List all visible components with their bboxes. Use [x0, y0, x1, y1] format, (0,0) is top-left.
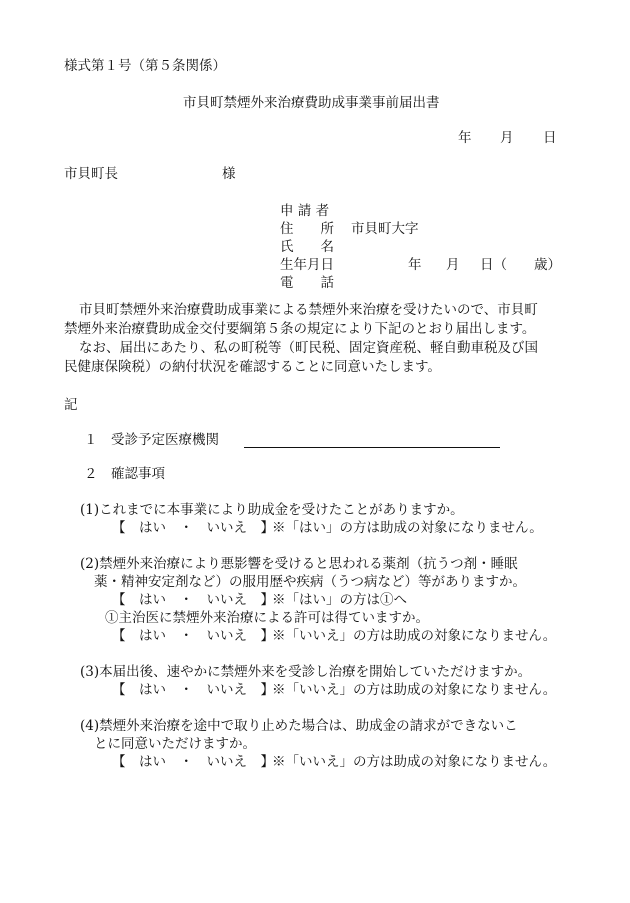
form-label: 様式第１号（第５条関係）	[64, 58, 226, 74]
q2-text-1: (2)禁煙外来治療により悪影響を受けると思われる薬剤（抗うつ剤・睡眠	[80, 556, 518, 572]
q3-note: ※「いいえ」の方は助成の対象になりません。	[272, 682, 557, 698]
q3-text: (3)本届出後、速やかに禁煙外来を受診し治療を開始していただけますか。	[80, 664, 532, 680]
document-title: 市貝町禁煙外来治療費助成事業事前届出書	[183, 95, 440, 111]
q2-sub-note: ※「いいえ」の方は助成の対象になりません。	[272, 628, 557, 644]
birth-month: 月	[446, 257, 460, 273]
addressee-name: 市貝町長	[64, 166, 118, 182]
address-value: 市貝町大字	[351, 221, 419, 237]
q2-note: ※「はい」の方は①へ	[272, 592, 407, 608]
q2-choice[interactable]: 【 はい ・ いいえ 】	[112, 592, 274, 608]
q1-text: (1)これまでに本事業により助成金を受けたことがありますか。	[80, 502, 464, 518]
birth-age: 歳）	[534, 257, 561, 273]
date-year: 年	[458, 130, 472, 146]
q1-note: ※「はい」の方は助成の対象になりません。	[272, 520, 543, 536]
q4-text-1: (4)禁煙外来治療を途中で取り止めた場合は、助成金の請求ができないこ	[80, 718, 518, 734]
q4-choice[interactable]: 【 はい ・ いいえ 】	[112, 754, 274, 770]
date-day: 日	[543, 130, 557, 146]
addressee-honorific: 様	[222, 166, 236, 182]
item1-label: １ 受診予定医療機関	[84, 432, 219, 448]
q3-choice[interactable]: 【 はい ・ いいえ 】	[112, 682, 274, 698]
q2-text-2: 薬・精神安定剤など）の服用歴や疾病（うつ病など）等がありますか。	[94, 574, 526, 590]
body-line-3: なお、届出にあたり、私の町税等（町民税、固定資産税、軽自動車税及び国	[79, 340, 538, 356]
birth-year: 年	[408, 257, 422, 273]
phone-label: 電 話	[280, 275, 334, 291]
medical-institution-line[interactable]	[244, 447, 500, 448]
body-line-4: 民健康保険税）の納付状況を確認することに同意いたします。	[64, 359, 441, 375]
birth-label: 生年月日	[280, 257, 334, 273]
q1-choice[interactable]: 【 はい ・ いいえ 】	[112, 520, 274, 536]
q4-text-2: とに同意いただけますか。	[94, 736, 256, 752]
q2-sub-text: ①主治医に禁煙外来治療による許可は得ていますか。	[105, 610, 429, 626]
name-label: 氏 名	[280, 239, 334, 255]
ki-marker: 記	[64, 397, 78, 413]
date-month: 月	[500, 130, 514, 146]
birth-day: 日（	[480, 257, 507, 273]
q2-sub-choice[interactable]: 【 はい ・ いいえ 】	[112, 628, 274, 644]
item2-label: ２ 確認事項	[84, 466, 165, 482]
body-line-1: 市貝町禁煙外来治療費助成事業による禁煙外来治療を受けたいので、市貝町	[79, 302, 538, 318]
q4-note: ※「いいえ」の方は助成の対象になりません。	[272, 754, 557, 770]
applicant-heading: 申 請 者	[280, 203, 330, 219]
body-line-2: 禁煙外来治療費助成金交付要綱第５条の規定により下記のとおり届出します。	[64, 321, 536, 337]
address-label: 住 所	[280, 221, 334, 237]
